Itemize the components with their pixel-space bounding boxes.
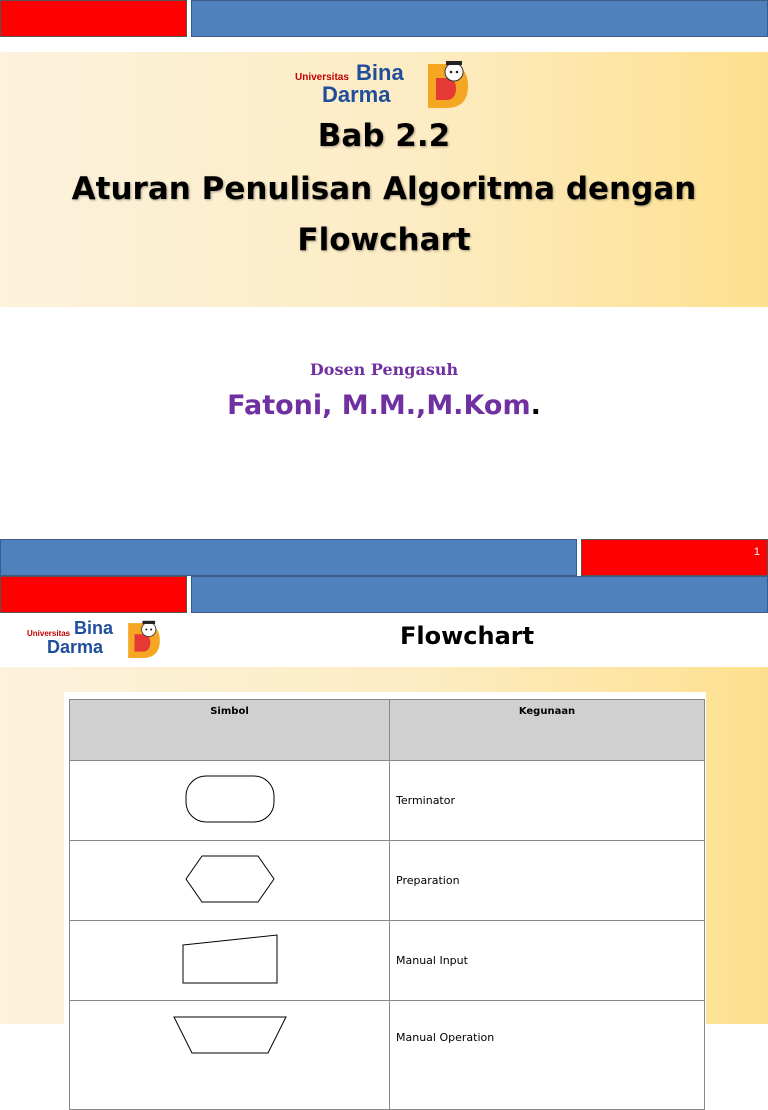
page-number: 1 [753,546,760,558]
lecturer-name-text: Fatoni, M.M.,M.Kom [227,390,531,421]
slide-2 [0,576,768,1044]
manual-operation-symbol-icon [172,1015,288,1055]
terminator-symbol-icon [184,774,276,824]
lecturer-name-period: . [530,390,541,421]
slide-title-line-1: Bab 2.2 [317,118,451,154]
university-logo [295,58,475,110]
usage-cell: Manual Input [390,921,705,1001]
usage-cell: Preparation [390,841,705,921]
preparation-symbol-icon [184,854,276,904]
manual-input-symbol-icon [181,933,279,985]
top-blue-bar [191,0,768,37]
usage-cell: Terminator [390,761,705,841]
table-header-row [70,700,705,761]
slide-title-line-3: Flowchart [297,222,471,258]
logo-universitas-text: Universitas [27,629,71,638]
symbol-cell [70,1001,390,1110]
logo-darma-text: Darma [47,637,104,657]
symbol-cell [70,921,390,1001]
lecturer-name [0,390,768,421]
logo-bina-text: Bina [356,60,404,85]
logo-universitas-text: Universitas [295,72,349,83]
bottom-blue-bar [0,539,577,576]
logo-darma-text: Darma [322,82,391,107]
university-logo [27,618,167,660]
header-kegunaan: Kegunaan [390,700,705,761]
table-row [70,841,705,921]
top-red-bar [0,576,187,613]
table-row [70,921,705,1001]
slide-title: Flowchart [400,622,535,650]
table-row [70,1001,705,1110]
flowchart-symbol-table [64,692,706,1044]
logo-d-icon [125,618,163,660]
logo-d-icon [424,58,472,110]
usage-cell: Manual Operation [390,1001,705,1110]
table-row [70,761,705,841]
header-simbol: Simbol [70,700,390,761]
logo-bina-text: Bina [74,618,114,638]
symbol-cell [70,761,390,841]
symbol-cell [70,841,390,921]
slide-title-line-2: Aturan Penulisan Algoritma dengan [71,171,697,207]
top-red-bar [0,0,187,37]
top-blue-bar [191,576,768,613]
lecturer-label: Dosen Pengasuh [309,360,459,379]
